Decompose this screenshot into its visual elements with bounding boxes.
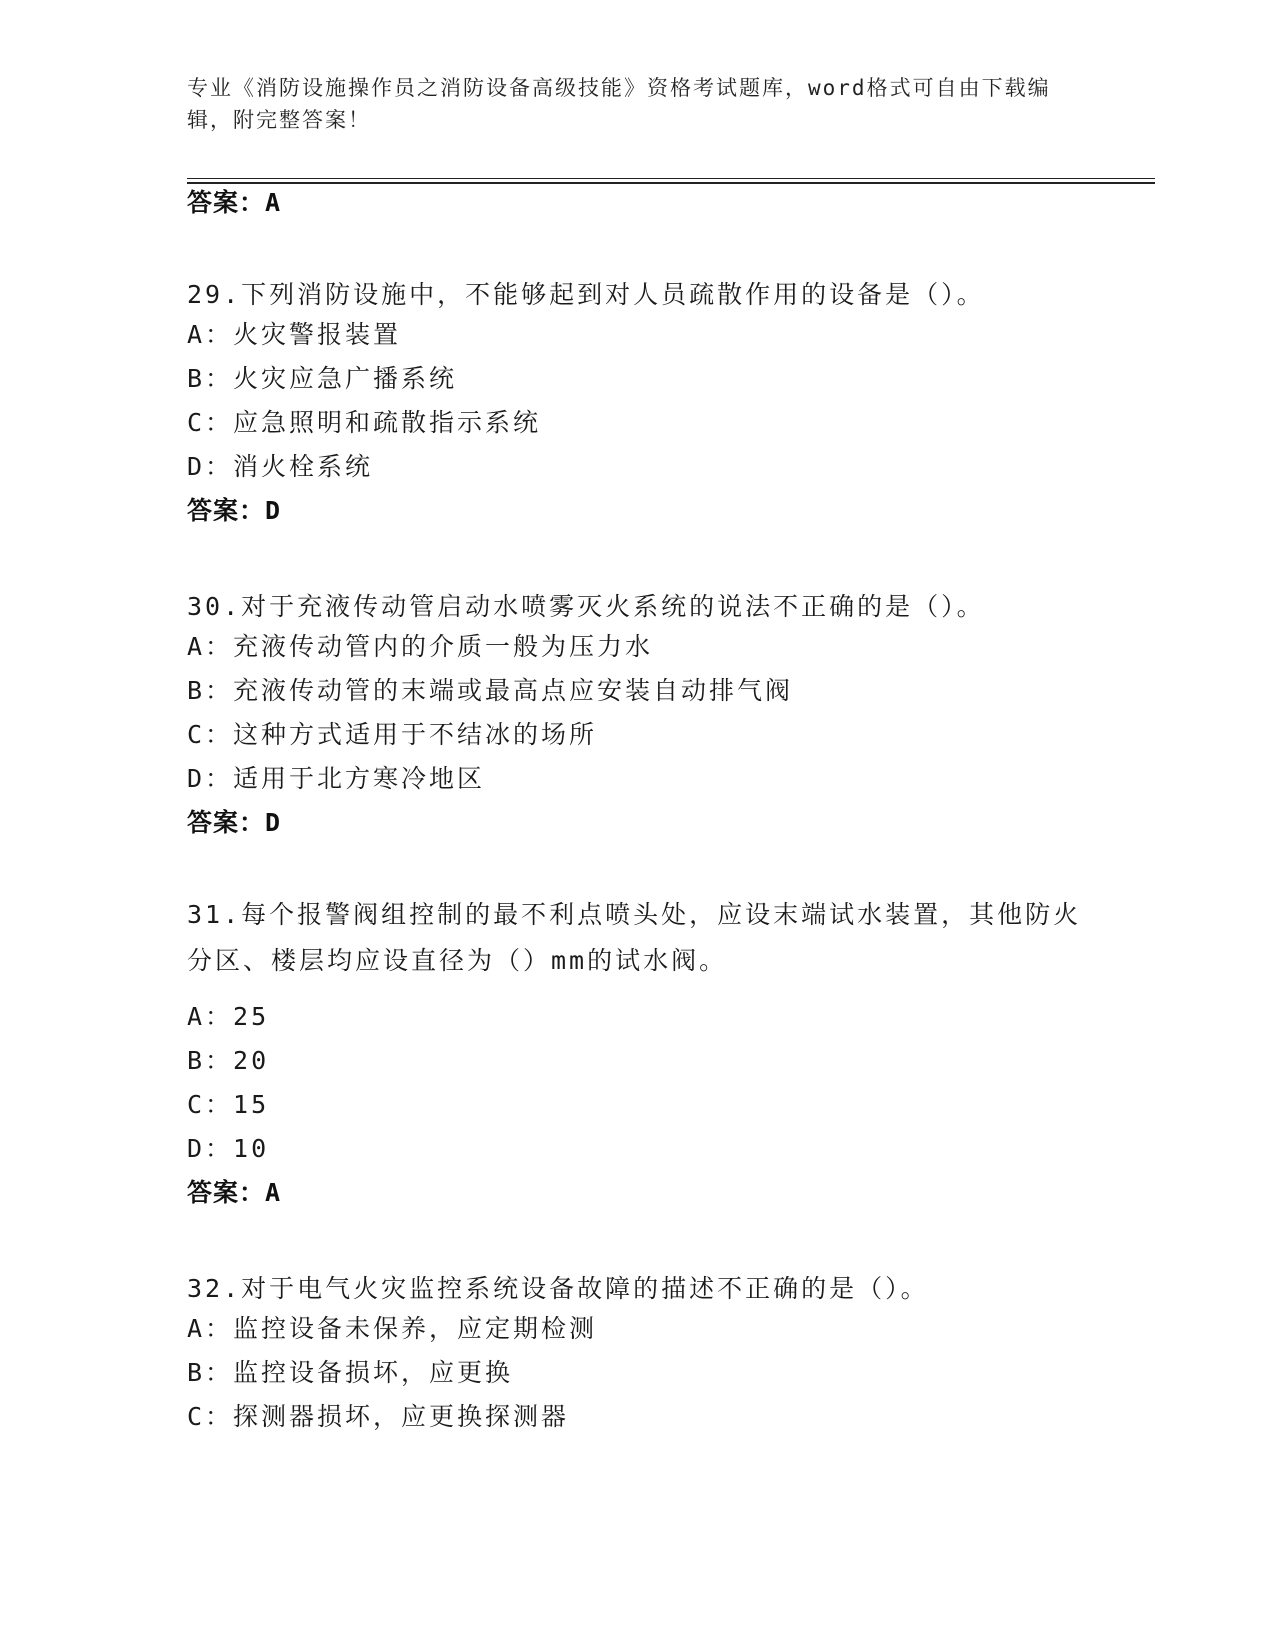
question-31-stem: 31.每个报警阀组控制的最不利点喷头处，应设末端试水装置，其他防火分区、楼层均应设直径为（）mm的试水阀。: [187, 900, 1082, 975]
header-divider-thick: [187, 182, 1155, 184]
question-32-option-a: A：监控设备未保养，应定期检测: [187, 1314, 598, 1343]
question-31-answer: 答案：A: [187, 1178, 282, 1207]
question-29-option-b: B：火灾应急广播系统: [187, 364, 458, 393]
question-30-option-a: A：充液传动管内的介质一般为压力水: [187, 632, 654, 661]
question-30-option-c: C：这种方式适用于不结冰的场所: [187, 720, 598, 749]
question-31-option-a: A：25: [187, 1002, 270, 1031]
answer-prev: 答案：A: [187, 188, 282, 217]
question-29-option-c: C：应急照明和疏散指示系统: [187, 408, 542, 437]
question-31-option-d: D：10: [187, 1134, 270, 1163]
question-32-option-c: C：探测器损坏，应更换探测器: [187, 1402, 570, 1431]
question-30-option-d: D：适用于北方寒冷地区: [187, 764, 486, 793]
question-29-option-a: A：火灾警报装置: [187, 320, 402, 349]
question-30-answer: 答案：D: [187, 808, 282, 837]
question-31-option-c: C：15: [187, 1090, 270, 1119]
question-32-option-b: B：监控设备损坏，应更换: [187, 1358, 514, 1387]
question-29-option-d: D：消火栓系统: [187, 452, 374, 481]
header-divider-thin: [187, 178, 1155, 179]
question-29-stem: 29.下列消防设施中，不能够起到对人员疏散作用的设备是（）。: [187, 280, 985, 309]
document-header: 专业《消防设施操作员之消防设备高级技能》资格考试题库，word格式可自由下载编辑，附完整答案！: [187, 76, 1051, 132]
question-30-stem: 30.对于充液传动管启动水喷雾灭火系统的说法不正确的是（）。: [187, 592, 985, 621]
question-30-option-b: B：充液传动管的末端或最高点应安装自动排气阀: [187, 676, 794, 705]
question-29-answer: 答案：D: [187, 496, 282, 525]
question-31-option-b: B：20: [187, 1046, 270, 1075]
question-32-stem: 32.对于电气火灾监控系统设备故障的描述不正确的是（）。: [187, 1274, 929, 1303]
